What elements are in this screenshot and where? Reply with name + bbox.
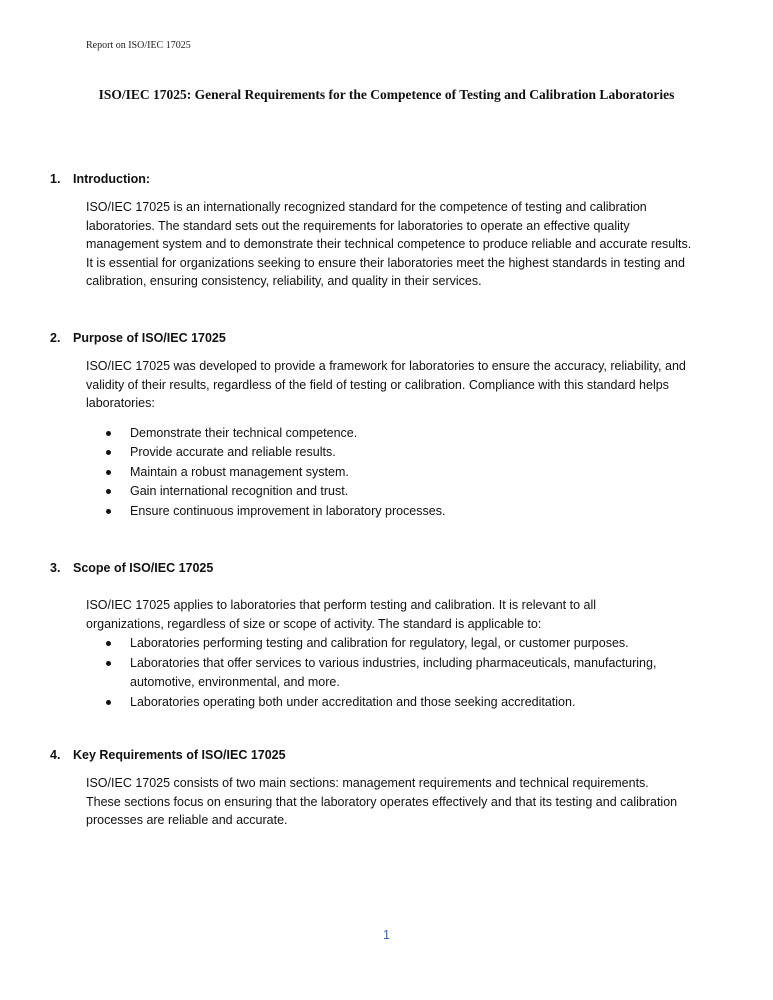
list-item-text: Laboratories operating both under accreditation and those seeking accreditation. [130,694,576,709]
list-item-text: Ensure continuous improvement in laboratory processes. [130,503,446,518]
list-item-text: Maintain a robust management system. [130,464,349,479]
section-number: 1. [50,172,61,186]
section-key-requirements [50,746,700,830]
section-purpose [50,329,700,521]
section-number: 4. [50,748,61,762]
section-scope [50,559,700,712]
bullet-icon [104,443,130,463]
list-item [104,482,700,502]
bullet-icon [104,482,130,502]
section-title: Key Requirements of ISO/IEC 17025 [73,748,286,762]
bullet-icon [104,502,130,522]
bullet-icon [104,693,130,713]
section-paragraph: ISO/IEC 17025 applies to laboratories that perform testing and calibration. It is relevant to all organizations, regardless of size or scope of activity. The standard is applicable to: [86,598,596,631]
list-item [104,634,690,654]
list-item-text: Provide accurate and reliable results. [130,445,336,459]
section-heading [50,329,700,347]
list-item [104,463,700,483]
list-item [104,693,690,713]
section-heading [50,746,700,764]
list-item [104,502,700,522]
list-item [104,443,700,463]
section-number: 3. [50,561,61,575]
section-title: Scope of ISO/IEC 17025 [73,561,214,575]
document-title: ISO/IEC 17025: General Requirements for the Competence of Testing and Calibration Laboratories [98,87,675,102]
bullet-icon [104,634,130,654]
bullet-list [104,424,700,522]
page-number: 1 [383,928,390,942]
list-item-text: Demonstrate their technical competence. [130,425,358,440]
section-number: 2. [50,331,61,345]
bullet-list [104,634,690,712]
section-paragraph: ISO/IEC 17025 consists of two main sections: management requirements and technical requirements. These sections focus on ensuring that the laboratory operates effectively and that its testing and calibration processes are reliable and accurate. [86,776,678,827]
section-paragraph: ISO/IEC 17025 is an internationally recognized standard for the competence of testing and calibration laboratories. The standard sets out the requirements for laboratories to operate an effective quality management system and to demonstrate their technical competence to produce reliable and accurate results. It is essential for organizations seeking to ensure their laboratories meet the highest standards in testing and calibration, ensuring consistency, reliability, and quality in their services. [86,200,692,288]
list-item [104,654,690,693]
bullet-icon [104,654,130,693]
list-item-text: Laboratories performing testing and calibration for regulatory, legal, or customer purposes. [130,636,629,650]
list-item-text: Gain international recognition and trust. [130,484,349,498]
list-item-text: Laboratories that offer services to various industries, including pharmaceuticals, manufacturing, automotive, environmental, and more. [130,655,657,689]
list-item [104,424,700,444]
section-heading [50,170,700,188]
section-title: Purpose of ISO/IEC 17025 [73,331,226,345]
section-title: Introduction: [73,172,151,186]
section-heading [50,559,700,577]
section-introduction [50,170,700,291]
running-header: Report on ISO/IEC 17025 [86,40,191,51]
bullet-icon [104,424,130,444]
section-paragraph: ISO/IEC 17025 was developed to provide a framework for laboratories to ensure the accuracy, reliability, and validity of their results, regardless of the field of testing or calibration. Compliance with this standard helps laboratories: [86,359,686,410]
bullet-icon [104,463,130,483]
